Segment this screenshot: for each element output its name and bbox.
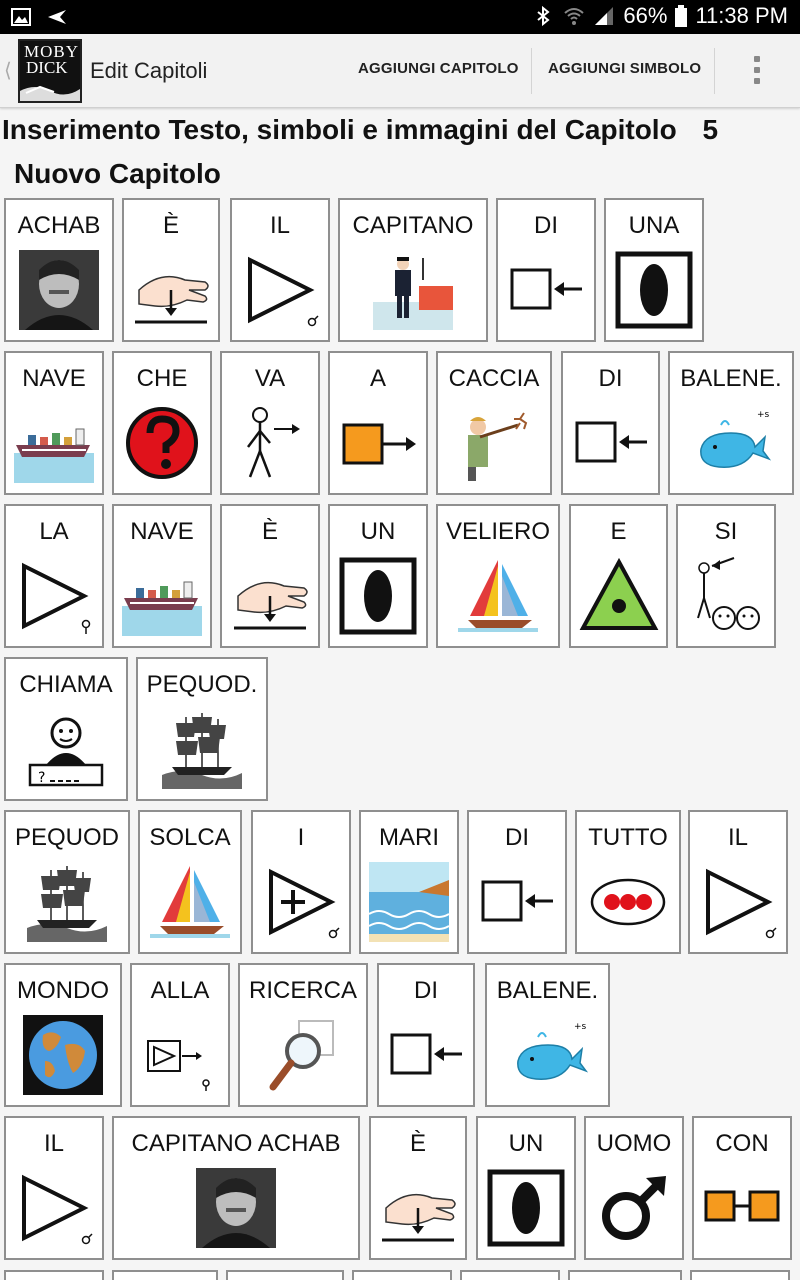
symbol-card-word: PEQUOD — [14, 824, 119, 851]
symbol-card-word: DI — [414, 977, 438, 1004]
symbol-card[interactable] — [122, 198, 220, 342]
symbol-card[interactable] — [692, 1116, 792, 1260]
symbol-card-word: UOMO — [596, 1130, 672, 1157]
old-ship-icon — [27, 862, 107, 942]
symbol-card[interactable] — [460, 1270, 560, 1280]
triangle-male-icon — [698, 862, 778, 942]
old-ship-icon — [162, 709, 242, 789]
symbol-card-word: SOLCA — [149, 824, 231, 851]
sailboat-icon — [458, 556, 538, 636]
name-badge-icon — [26, 709, 106, 789]
toolbar-divider — [714, 48, 715, 94]
symbol-card[interactable] — [220, 504, 320, 648]
square-arrow-in-icon — [506, 250, 586, 330]
symbol-card[interactable] — [4, 810, 130, 954]
symbol-card[interactable] — [112, 351, 212, 495]
symbol-card[interactable] — [688, 810, 788, 954]
symbol-card-word: UN — [360, 518, 396, 545]
symbol-card-word: MONDO — [17, 977, 109, 1004]
sea-icon — [369, 862, 449, 942]
oval-box-icon — [614, 250, 694, 330]
whale-icon — [691, 403, 771, 483]
oval-box-icon — [338, 556, 418, 636]
symbol-card[interactable] — [4, 1116, 104, 1260]
walker-icon — [230, 403, 310, 483]
signal-icon — [593, 5, 615, 27]
whale-icon — [508, 1015, 588, 1095]
chapter-subtitle: Nuovo Capitolo — [14, 158, 221, 189]
battery-icon — [675, 5, 687, 27]
symbol-card-word: DI — [598, 365, 623, 392]
symbol-card-word: NAVE — [130, 518, 194, 545]
symbol-card[interactable] — [369, 1116, 467, 1260]
symbol-card[interactable] — [112, 504, 212, 648]
symbol-card[interactable] — [584, 1116, 684, 1260]
symbol-card[interactable] — [226, 1270, 344, 1280]
symbol-card[interactable] — [238, 963, 368, 1107]
svg-text:+s: +s — [757, 410, 770, 420]
orange-square-arrow-icon — [338, 403, 418, 483]
symbol-card[interactable] — [436, 351, 552, 495]
con-squares-icon — [702, 1168, 782, 1248]
image-icon — [10, 6, 32, 28]
triangle-male-icon — [240, 250, 320, 330]
red-dots-icon — [588, 862, 668, 942]
ship-icon — [14, 403, 94, 483]
si-people-icon — [686, 556, 766, 636]
symbol-card[interactable] — [359, 810, 459, 954]
square-arrow-in-icon — [386, 1015, 466, 1095]
green-triangle-icon — [579, 556, 659, 636]
oval-box-icon — [486, 1168, 566, 1248]
symbol-card[interactable] — [476, 1116, 576, 1260]
bluetooth-icon — [533, 5, 555, 27]
symbol-card-word: VA — [254, 365, 286, 392]
sailboat-icon — [150, 862, 230, 942]
symbol-card-word: IL — [727, 824, 748, 851]
add-symbol-button[interactable]: AGGIUNGI SIMBOLO — [548, 60, 702, 77]
symbol-card[interactable] — [338, 198, 488, 342]
symbol-card-word: I — [297, 824, 305, 851]
svg-text:?: ? — [38, 770, 46, 786]
symbol-card-word: E — [610, 518, 627, 545]
symbol-card[interactable] — [569, 504, 668, 648]
symbol-card-word: BALENE. — [680, 365, 782, 392]
status-bar — [0, 0, 800, 34]
symbol-card[interactable] — [4, 1270, 104, 1280]
clock: 11:38 PM — [695, 3, 788, 28]
symbol-card-word: LA — [39, 518, 69, 545]
symbol-card[interactable] — [377, 963, 475, 1107]
symbol-card[interactable] — [676, 504, 776, 648]
hunter-icon — [454, 403, 534, 483]
symbol-card[interactable] — [467, 810, 567, 954]
symbol-card[interactable] — [690, 1270, 790, 1280]
hand-down-icon — [131, 250, 211, 330]
symbol-card[interactable] — [561, 351, 660, 495]
symbol-card[interactable] — [4, 657, 128, 801]
portrait-achab-icon — [196, 1168, 276, 1248]
male-sign-icon — [594, 1168, 674, 1248]
symbol-card-word: CHE — [136, 365, 188, 392]
triangle-plus-male-icon — [261, 862, 341, 942]
symbol-card[interactable] — [4, 351, 104, 495]
portrait-achab-icon — [19, 250, 99, 330]
symbol-card[interactable] — [4, 504, 104, 648]
triangle-male-icon — [14, 1168, 94, 1248]
symbol-card-word: VELIERO — [445, 518, 551, 545]
screen-title: Edit Capitoli — [90, 58, 208, 83]
svg-text:+s: +s — [574, 1022, 587, 1032]
symbol-card-word: DI — [534, 212, 558, 239]
symbol-card[interactable] — [496, 198, 596, 342]
symbol-card-word: IL — [269, 212, 290, 239]
symbol-card[interactable] — [130, 963, 230, 1107]
symbol-card-word: ALLA — [150, 977, 210, 1004]
app-logo[interactable]: MOBY DICK — [18, 39, 82, 103]
symbol-card-word: DI — [505, 824, 529, 851]
symbol-card-word: È — [162, 212, 179, 239]
symbol-card[interactable] — [220, 351, 320, 495]
chapter-number: 5 — [702, 114, 719, 145]
magnifier-icon — [263, 1015, 343, 1095]
symbol-card-word: CHIAMA — [19, 671, 113, 698]
symbol-card[interactable] — [138, 810, 242, 954]
symbol-card[interactable] — [485, 963, 610, 1107]
symbol-card-word: NAVE — [22, 365, 86, 392]
action-bar — [0, 34, 800, 108]
triangle-female-icon — [14, 556, 94, 636]
symbol-card-word: CACCIA — [448, 365, 540, 392]
symbol-card-word: IL — [43, 1130, 64, 1157]
symbol-card-word: RICERCA — [248, 977, 357, 1004]
symbol-card[interactable] — [251, 810, 351, 954]
symbol-card-word: È — [409, 1130, 426, 1157]
symbol-card[interactable] — [4, 963, 122, 1107]
send-icon — [46, 6, 68, 28]
symbol-card-word: PEQUOD. — [146, 671, 258, 698]
battery-level: 66% — [623, 3, 668, 28]
overflow-menu-icon[interactable] — [752, 56, 762, 88]
hand-down-icon — [230, 556, 310, 636]
wifi-icon — [563, 5, 585, 27]
symbol-card[interactable] — [604, 198, 704, 342]
back-caret-icon[interactable]: ⟨ — [4, 60, 12, 82]
symbol-card-word: A — [369, 365, 386, 392]
symbol-card-word: CON — [715, 1130, 769, 1157]
captain-icon — [373, 250, 453, 330]
square-arrow-in-icon — [477, 862, 557, 942]
symbol-card[interactable] — [112, 1116, 360, 1260]
symbol-card-word: UNA — [628, 212, 680, 239]
symbol-card-word: CAPITANO ACHAB — [131, 1130, 341, 1157]
symbol-card-word: BALENE. — [496, 977, 599, 1004]
symbol-card-word: ACHAB — [17, 212, 101, 239]
symbol-card[interactable] — [436, 504, 560, 648]
toolbar-divider — [531, 48, 532, 94]
symbol-card[interactable] — [230, 198, 330, 342]
symbol-card-word: TUTTO — [588, 824, 668, 851]
page-title: Inserimento Testo, simboli e immagini del Capitolo 5 — [2, 114, 719, 145]
symbol-card-word: È — [261, 518, 278, 545]
symbol-card[interactable] — [112, 1270, 218, 1280]
question-icon — [122, 403, 202, 483]
symbol-card-word: SI — [714, 518, 738, 545]
symbol-card[interactable] — [328, 351, 428, 495]
add-chapter-button[interactable]: AGGIUNGI CAPITOLO — [358, 60, 519, 77]
globe-icon — [23, 1015, 103, 1095]
symbol-card-word: CAPITANO — [352, 212, 474, 239]
square-arrow-in-icon — [571, 403, 651, 483]
hand-down-icon — [378, 1168, 458, 1248]
ship-icon — [122, 556, 202, 636]
symbol-card[interactable] — [328, 504, 428, 648]
symbol-card[interactable] — [352, 1270, 452, 1280]
symbol-card[interactable] — [4, 198, 114, 342]
symbol-card[interactable] — [668, 351, 794, 495]
symbol-card[interactable] — [575, 810, 681, 954]
symbol-card-word: UN — [508, 1130, 544, 1157]
symbol-card-word: MARI — [379, 824, 439, 851]
symbol-card[interactable] — [136, 657, 268, 801]
small-triangle-female-icon — [140, 1015, 220, 1095]
symbol-card[interactable] — [568, 1270, 682, 1280]
